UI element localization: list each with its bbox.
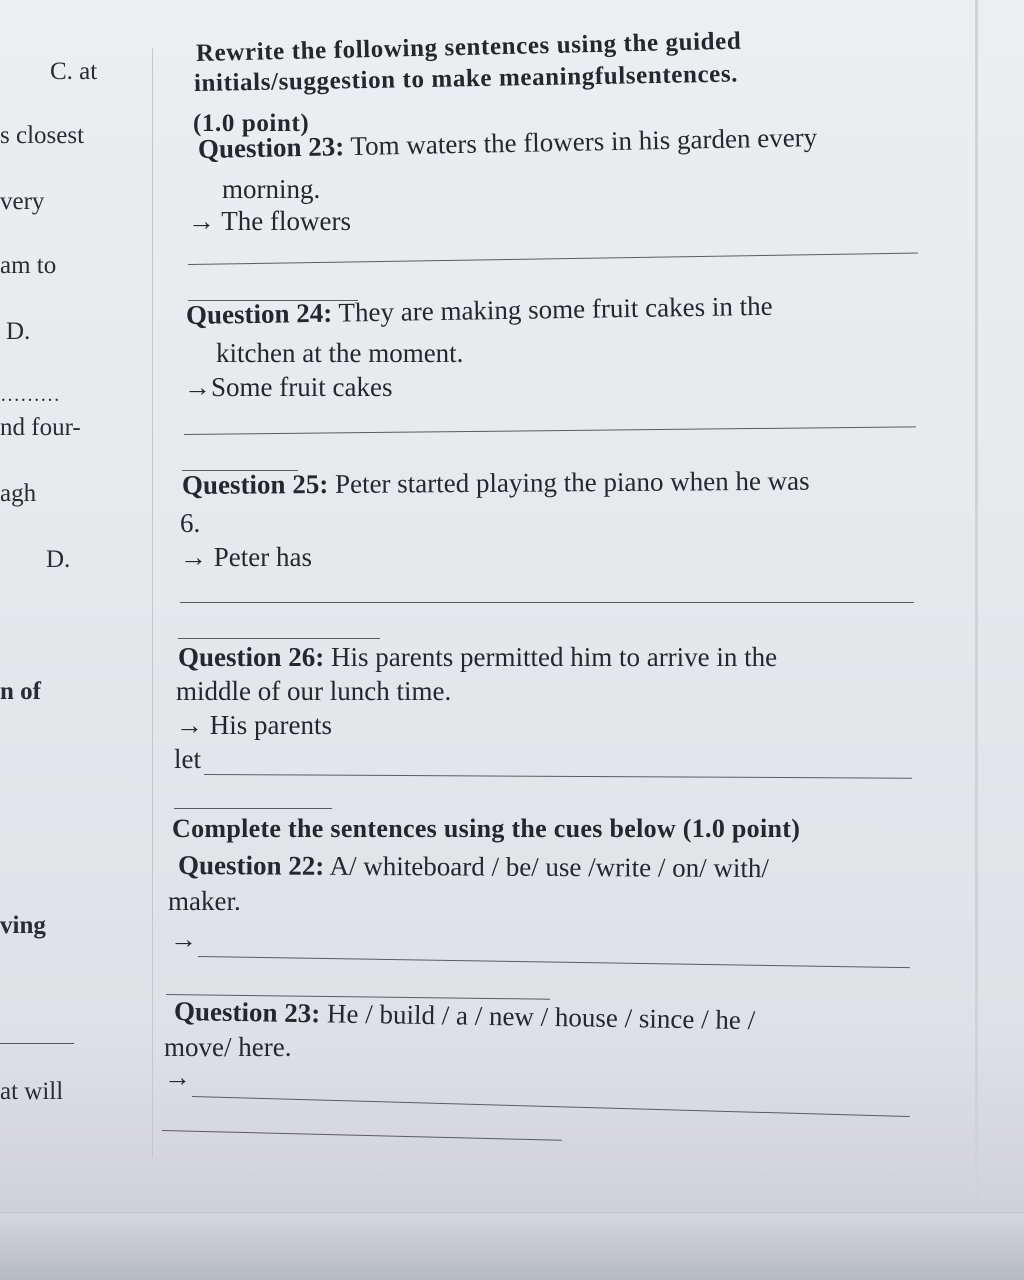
section2-question-22-arrow: → xyxy=(170,924,197,954)
question-23-text: Tom waters the flowers in his garden every xyxy=(350,122,818,162)
section1-points: (1.0 point) xyxy=(193,110,310,137)
question-23-text-line2: morning. xyxy=(222,174,321,204)
question-26-text: His parents permitted him to arrive in the xyxy=(331,642,778,672)
question-24-answer-line[interactable] xyxy=(184,426,916,435)
section2-question-23-arrow: → xyxy=(164,1062,191,1092)
section2-heading: Complete the sentences using the cues below (1.0 point) xyxy=(172,814,801,843)
section1-heading-line2: initials/suggestion to make meaningfulsentences. xyxy=(193,60,739,97)
left-item-n-of: n of xyxy=(0,678,41,705)
section2-question-23-answer-line2[interactable] xyxy=(162,1130,562,1141)
section2-question-23-text: He / build / a / new / house / since / he / xyxy=(326,998,756,1036)
question-24-text-line2: kitchen at the moment. xyxy=(216,338,464,368)
question-25-answer-line2[interactable] xyxy=(178,638,380,639)
question-24-stem xyxy=(186,291,773,331)
section2-question-22-text: A/ whiteboard / be/ use /write / on/ with/ xyxy=(329,850,770,884)
section2-question-23-text-line2: move/ here. xyxy=(164,1032,292,1062)
section2-question-22-stem xyxy=(178,850,769,884)
question-26-stem xyxy=(178,642,777,673)
question-25-answer-line[interactable] xyxy=(180,602,914,603)
question-26-text-line2: middle of our lunch time. xyxy=(176,676,452,706)
question-25-stem xyxy=(182,466,810,501)
left-item-d2: D. xyxy=(46,546,71,573)
section2-question-22-label: Question 22: xyxy=(177,850,325,881)
question-25-text: Peter started playing the piano when he was xyxy=(334,465,810,499)
left-item-d: D. xyxy=(6,318,31,345)
section2-question-22-text-line2: maker. xyxy=(168,886,241,916)
left-item-ving: ving xyxy=(0,912,46,939)
section2-question-23-label: Question 23: xyxy=(173,996,321,1029)
question-25-text-line2: 6. xyxy=(180,508,201,538)
question-25-label: Question 25: xyxy=(181,468,329,500)
question-26-answer-line2[interactable] xyxy=(174,808,332,809)
left-item-closest: s closest xyxy=(0,122,85,149)
question-23-cue: → The flowers xyxy=(188,206,351,236)
left-item-c-at: C. at xyxy=(50,58,98,85)
question-24-cue: →Some fruit cakes xyxy=(184,372,393,402)
left-item-dots: ……… xyxy=(0,384,60,406)
section1-heading-line1: Rewrite the following sentences using the guided xyxy=(195,27,742,67)
section2-question-23-stem xyxy=(174,996,756,1036)
monitor-bottom-bezel xyxy=(0,1212,1024,1280)
left-item-agh: agh xyxy=(0,480,37,507)
question-25-cue: → Peter has xyxy=(180,542,312,572)
left-item-am-to: am to xyxy=(0,252,57,279)
section2-question-23-answer-line[interactable] xyxy=(192,1096,910,1117)
question-24-label: Question 24: xyxy=(185,297,333,330)
question-26-cue: → His parents xyxy=(176,710,332,740)
page-right-edge xyxy=(975,0,978,1230)
question-23-answer-line[interactable] xyxy=(188,253,918,265)
question-23-label: Question 23: xyxy=(197,131,345,164)
left-item-very: very xyxy=(0,188,45,215)
question-26-cue-let: let xyxy=(174,744,201,774)
left-item-will: at will xyxy=(0,1078,64,1105)
question-26-label: Question 26: xyxy=(178,642,325,672)
left-item-four: nd four- xyxy=(0,414,81,441)
section2-question-22-answer-line[interactable] xyxy=(198,956,910,968)
question-24-text: They are making some fruit cakes in the xyxy=(338,290,773,328)
question-26-answer-line[interactable] xyxy=(204,774,912,779)
